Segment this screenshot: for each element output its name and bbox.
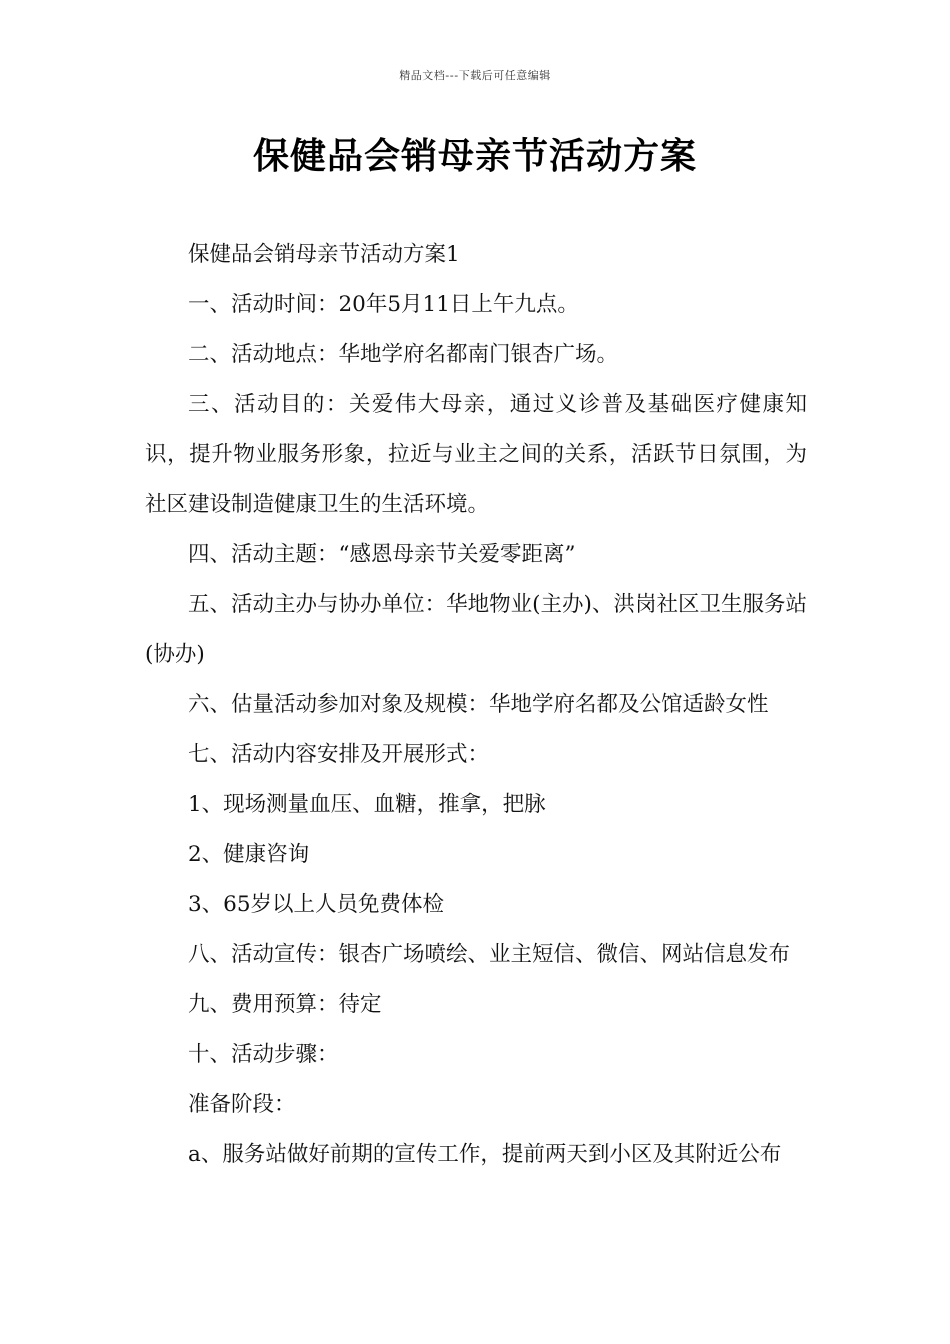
paragraph-item-3: 3、65岁以上人员免费体检: [188, 892, 445, 917]
paragraph-activity-theme: 四、活动主题：“感恩母亲节关爱零距离”: [188, 542, 576, 567]
paragraph-participants: 六、估量活动参加对象及规模：华地学府名都及公馆适龄女性: [188, 692, 769, 717]
paragraph-steps: 十、活动步骤：: [188, 1042, 339, 1067]
paragraph-activity-location: 二、活动地点：华地学府名都南门银杏广场。: [188, 342, 619, 367]
header-note: 精品文档---下载后可任意编辑: [399, 69, 551, 82]
paragraph-content-arrangement: 七、活动内容安排及开展形式：: [188, 742, 490, 767]
document-body: [145, 230, 807, 1180]
paragraph-publicity: 八、活动宣传：银杏广场喷绘、业主短信、微信、网站信息发布: [188, 942, 791, 967]
paragraph-item-2: 2、健康咨询: [188, 842, 310, 867]
paragraph-activity-purpose: 三、活动目的：关爱伟大母亲，通过义诊普及基础医疗健康知识，提升物业服务形象，拉近与业主之间的关系，活跃节日氛围，为社区建设制造健康卫生的生活环境。: [145, 392, 807, 517]
page-title: 保健品会销母亲节活动方案: [252, 136, 697, 177]
paragraph-activity-time: 一、活动时间：20年5月11日上午九点。: [188, 292, 579, 317]
paragraph-item-1: 1、现场测量血压、血糖，推拿，把脉: [188, 792, 546, 817]
paragraph-budget: 九、费用预算：待定: [188, 992, 382, 1017]
paragraph-preparation: 准备阶段：: [188, 1092, 296, 1117]
paragraph-organizers: 五、活动主办与协办单位：华地物业(主办)、洪岗社区卫生服务站(协办): [145, 592, 807, 667]
paragraph-step-a: a、服务站做好前期的宣传工作，提前两天到小区及其附近公布: [188, 1142, 782, 1167]
paragraph-subtitle: 保健品会销母亲节活动方案1: [188, 242, 460, 267]
